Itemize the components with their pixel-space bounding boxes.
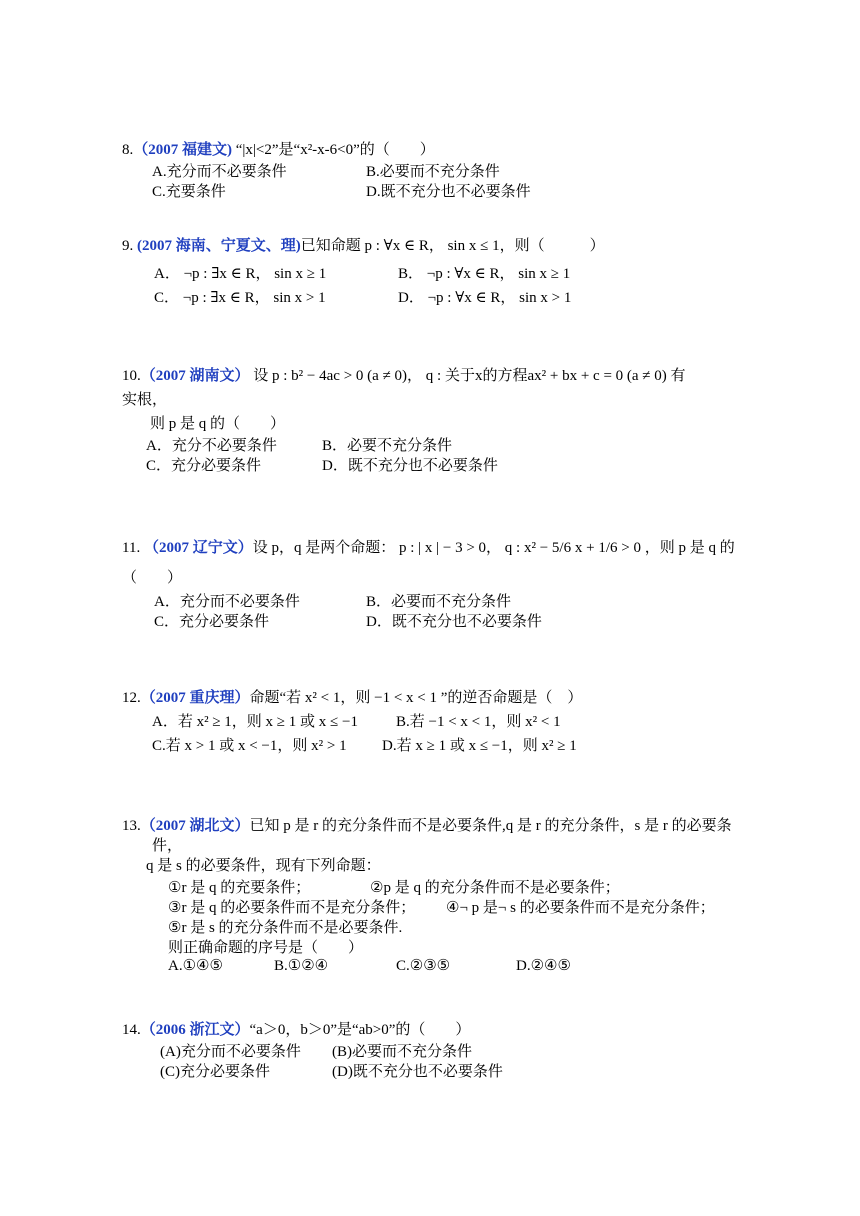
option-b: B.必要而不充分条件 [366,164,500,180]
question-prompt: 则正确命题的序号是（ ） [168,940,364,956]
question-10 [122,366,742,474]
question-text: 设 p，q 是两个命题： p : | x | − 3 > 0， q : x² − 5/6 x + 1/6 > 0 ，则 p 是 q 的 [252,540,735,556]
option-c: C．充分必要条件 [154,614,270,630]
question-8 [122,140,742,200]
question-11 [122,538,742,630]
question-stem [122,538,742,558]
option-a: (A)充分而不必要条件 [160,1044,301,1060]
option-b: B.若 −1 < x < 1，则 x² < 1 [396,714,561,730]
option-d: D．既不充分也不必要条件 [322,458,498,474]
option-a: A．充分而不必要条件 [154,594,300,610]
question-12 [122,688,742,754]
option-d: D.既不充分也不必要条件 [366,184,531,200]
question-stem-cont: 件， [152,838,183,854]
question-number: 14. [122,1022,141,1038]
question-number: 13. [122,818,141,834]
option-d: D．既不充分也不必要条件 [366,614,542,630]
question-number: 12. [122,690,141,706]
question-text: “a＞0，b＞0”是“ab>0”的（ ） [249,1022,471,1038]
question-prompt: 则 p 是 q 的（ ） [150,416,286,432]
option-a: A.①④⑤ [168,958,223,974]
option-c: C． ¬p : ∃x ∈ R， sin x > 1 [154,290,326,306]
statement-1: ①r 是 q 的充要条件； [168,880,311,896]
option-c: C.若 x > 1 或 x < −1，则 x² > 1 [152,738,347,754]
statement-4: ④¬ p 是¬ s 的必要条件而不是充分条件； [446,900,715,916]
option-d: (D)既不充分也不必要条件 [332,1064,503,1080]
question-text: 已知命题 p : ∀x ∈ R， sin x ≤ 1，则（ ） [300,238,605,254]
statement-5: ⑤r 是 s 的充分条件而不是必要条件. [168,920,403,936]
question-stem [122,688,742,708]
question-stem [122,366,742,386]
question-source: （2007 湖北文） [140,818,250,834]
option-c: C.②③⑤ [396,958,451,974]
question-stem-cont2: q 是 s 的必要条件，现有下列命题： [146,858,381,874]
option-b: B．必要而不充分条件 [366,594,512,610]
question-stem [122,236,742,256]
statement-3: ③r 是 q 的必要条件而不是充分条件； [168,900,416,916]
question-stem [122,1020,742,1040]
question-source: (2007 海南、宁夏文、理) [137,238,301,254]
question-text: 命题“若 x² < 1，则 −1 < x < 1 ”的逆否命题是（ ） [249,690,583,706]
option-d: D.②④⑤ [516,958,571,974]
question-text: 已知 p 是 r 的充分条件而不是必要条件,q 是 r 的充分条件，s 是 r 的必要条 [249,818,732,834]
statement-2: ②p 是 q 的充分条件而不是必要条件； [370,880,620,896]
question-text: “|x|<2”是“x²-x-6<0”的（ ） [235,142,435,158]
option-a: A．若 x² ≥ 1，则 x ≥ 1 或 x ≤ −1 [152,714,358,730]
option-c: (C)充分必要条件 [160,1064,270,1080]
question-number: 11. [122,540,141,556]
question-stem [122,140,742,160]
question-source: （2007 福建文) [133,142,232,158]
question-13 [122,816,742,974]
option-d: D． ¬p : ∀x ∈ R， sin x > 1 [398,290,572,306]
question-text: 设 p : b² − 4ac > 0 (a ≠ 0)， q : 关于x的方程ax² + bx + c = 0 (a ≠ 0) 有 [253,368,686,384]
question-number: 10. [122,368,141,384]
option-b: B.①②④ [274,958,329,974]
question-number: 8. [122,142,134,158]
question-source: （2007 重庆理） [140,690,250,706]
question-source: （2007 湖南文） [140,368,250,384]
option-a: A.充分而不必要条件 [152,164,287,180]
option-b: (B)必要而不充分条件 [332,1044,472,1060]
question-14 [122,1020,742,1080]
option-a: A． ¬p : ∃x ∈ R， sin x ≥ 1 [154,266,327,282]
option-d: D.若 x ≥ 1 或 x ≤ −1，则 x² ≥ 1 [382,738,577,754]
question-source: （2006 浙江文） [140,1022,250,1038]
option-c: C．充分必要条件 [146,458,262,474]
question-stem-cont: （ ） [122,570,183,586]
option-b: B．必要不充分条件 [322,438,453,454]
option-c: C.充要条件 [152,184,226,200]
question-source: （2007 辽宁文） [143,540,253,556]
option-b: B． ¬p : ∀x ∈ R， sin x ≥ 1 [398,266,571,282]
question-9 [122,236,742,306]
option-a: A．充分不必要条件 [146,438,277,454]
question-stem [122,816,742,836]
question-number: 9. [122,238,134,254]
question-stem-cont: 实根， [122,392,168,408]
